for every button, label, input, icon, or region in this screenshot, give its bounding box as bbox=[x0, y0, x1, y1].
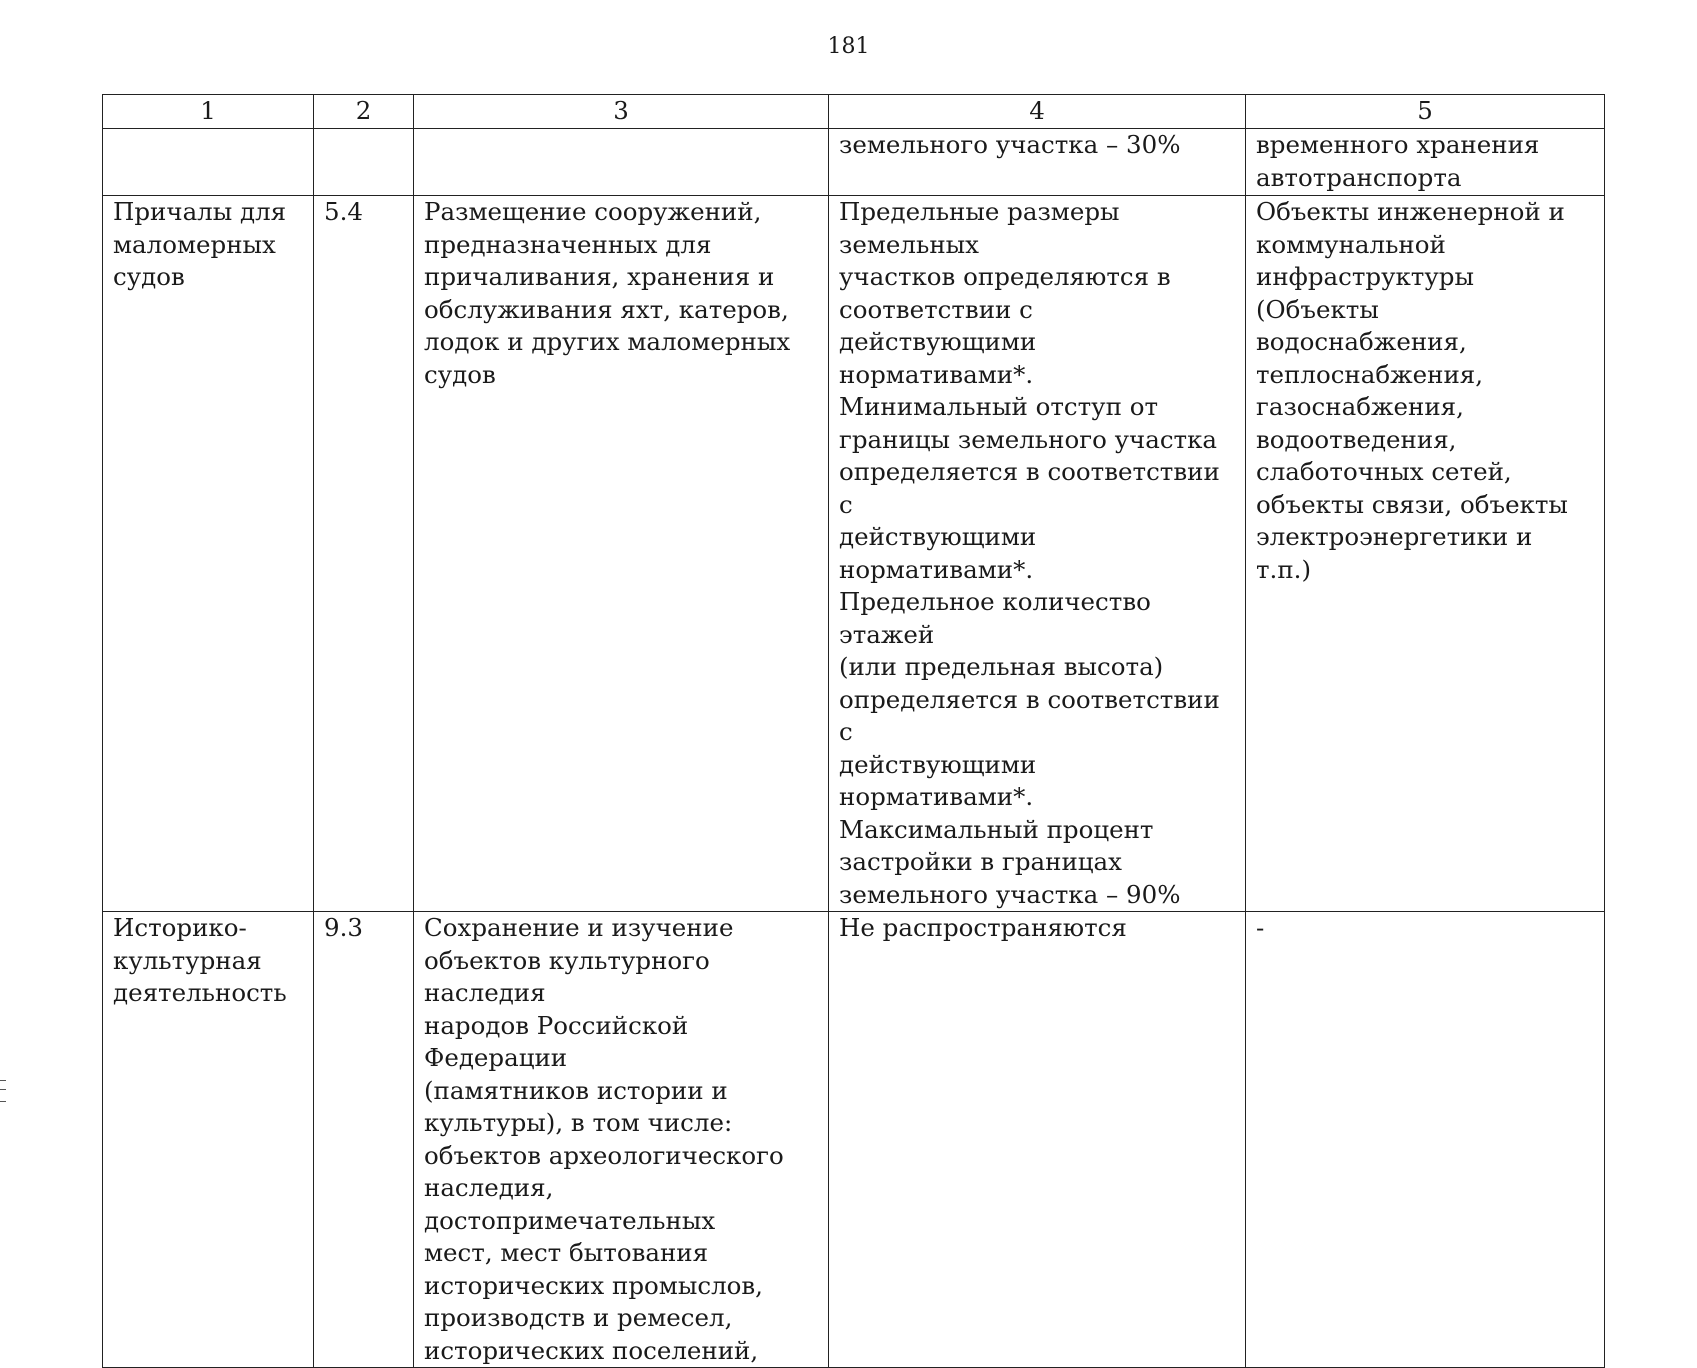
cell-parameters: Предельные размеры земельных участков определяются в соответствии с действующими нормативами*. Минимальный отступ от границы земельного участка определяется в соответствии с действующими нормативами*. Предельное количество этажей (или предельная высота) определяется в соответствии с действующими нормативами*. Максимальный процент застройки в границах земельного участка – 90% bbox=[829, 196, 1246, 912]
table-header-row bbox=[103, 95, 1605, 129]
cell-auxiliary-objects: временного хранения автотранспорта bbox=[1246, 129, 1605, 196]
page-number bbox=[0, 36, 1697, 58]
cell-use-name bbox=[103, 129, 314, 196]
table-row-continuation bbox=[103, 129, 1605, 196]
table-row-historical-cultural bbox=[103, 912, 1605, 1368]
column-header-2: 2 bbox=[314, 95, 414, 129]
land-use-table bbox=[102, 94, 1605, 1368]
cell-use-code bbox=[314, 129, 414, 196]
cell-use-code: 5.4 bbox=[314, 196, 414, 912]
cell-parameters: земельного участка – 30% bbox=[829, 129, 1246, 196]
cell-use-description: Сохранение и изучение объектов культурного наследия народов Российской Федерации (памятников истории и культуры), в том числе: объектов археологического наследия, достопримечательных мест, мест бытования исторических промыслов, производств и ремесел, исторических поселений, bbox=[414, 912, 829, 1368]
column-header-5: 5 bbox=[1246, 95, 1605, 129]
cell-use-name: Причалы для маломерных судов bbox=[103, 196, 314, 912]
column-header-3: 3 bbox=[414, 95, 829, 129]
scan-edge-mark bbox=[0, 1080, 6, 1102]
cell-use-code: 9.3 bbox=[314, 912, 414, 1368]
cell-use-name: Историко- культурная деятельность bbox=[103, 912, 314, 1368]
cell-parameters: Не распространяются bbox=[829, 912, 1246, 1368]
cell-auxiliary-objects: Объекты инженерной и коммунальной инфраструктуры (Объекты водоснабжения, теплоснабжения, газоснабжения, водоотведения, слаботочных сетей, объекты связи, объекты электроэнергетики и т.п.) bbox=[1246, 196, 1605, 912]
cell-auxiliary-objects: - bbox=[1246, 912, 1605, 1368]
column-header-1: 1 bbox=[103, 95, 314, 129]
page-number-text: 181 bbox=[827, 34, 870, 59]
table-row-small-boat-moorings bbox=[103, 196, 1605, 912]
cell-use-description: Размещение сооружений, предназначенных для причаливания, хранения и обслуживания яхт, катеров, лодок и других маломерных судов bbox=[414, 196, 829, 912]
column-header-4: 4 bbox=[829, 95, 1246, 129]
cell-use-description bbox=[414, 129, 829, 196]
